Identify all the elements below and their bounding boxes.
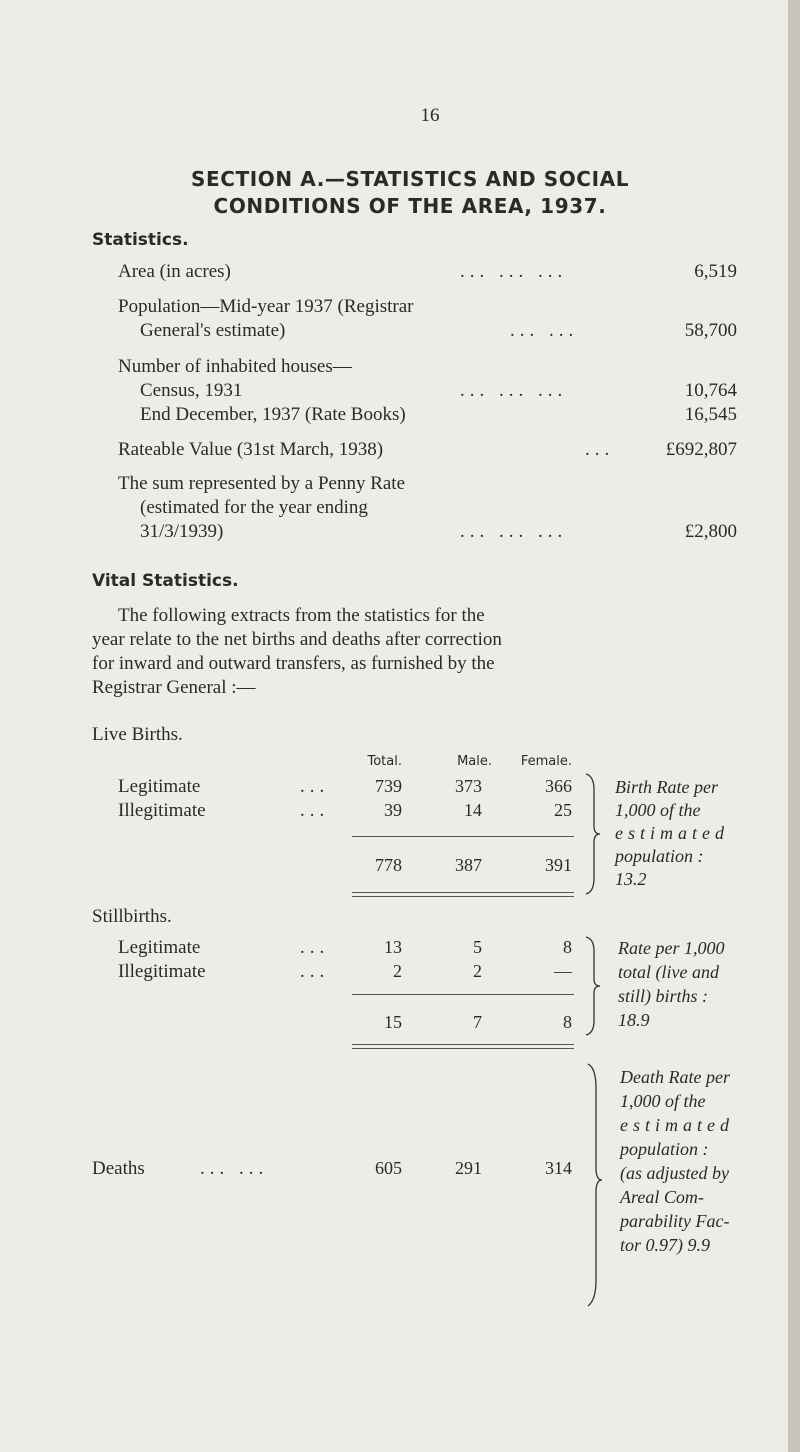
cell-male: 5: [473, 937, 482, 957]
cell-male: 387: [455, 855, 482, 875]
row-label: Illegitimate: [118, 800, 206, 821]
census-label: Census, 1931: [140, 380, 243, 401]
leader-dots: ... ... ...: [460, 261, 568, 282]
intro-line-4: Registrar General :—: [92, 677, 256, 698]
population-label-line-1: Population—Mid-year 1937 (Registrar: [118, 296, 414, 317]
area-value: 6,519: [694, 261, 737, 282]
total-rule: [352, 1044, 574, 1045]
row-label: Legitimate: [118, 937, 201, 958]
column-header-female: Female.: [520, 754, 572, 769]
intro-line-2: year relate to the net births and deaths after correction: [92, 629, 502, 650]
cell-female: 8: [563, 937, 572, 957]
population-value: 58,700: [684, 320, 737, 341]
death-rate-note-line-5: (as adjusted by: [620, 1163, 729, 1183]
leader-dots: ...: [585, 439, 615, 460]
cell-female: —: [554, 961, 572, 981]
death-rate-note-line-6: Areal Com-: [620, 1187, 704, 1207]
statistics-heading: Statistics.: [92, 230, 189, 250]
row-label: Illegitimate: [118, 961, 206, 982]
houses-label: Number of inhabited houses—: [118, 356, 352, 377]
subtotal-rule: [352, 836, 574, 837]
leader-dots: ...: [300, 776, 330, 797]
rateable-value-label: Rateable Value (31st March, 1938): [118, 439, 384, 460]
cell-female: 391: [545, 855, 572, 875]
leader-dots: ... ... ...: [460, 380, 568, 401]
right-brace: [582, 933, 602, 1039]
leader-dots: ...: [300, 961, 330, 982]
row-label: Legitimate: [118, 776, 201, 797]
intro-line-1: The following extracts from the statistics for the: [118, 605, 485, 626]
cell-female: 366: [545, 776, 572, 796]
right-brace: [582, 770, 602, 898]
rateable-value: £692,807: [665, 439, 737, 460]
deaths-label: Deaths: [92, 1158, 145, 1179]
cell-male: 2: [473, 961, 482, 981]
cell-female: 314: [545, 1158, 572, 1178]
leader-dots: ... ... ...: [460, 521, 568, 542]
cell-male: 7: [473, 1012, 482, 1032]
birth-rate-note-line-1: Birth Rate per: [615, 777, 718, 797]
live-births-heading: Live Births.: [92, 724, 183, 745]
right-brace: [584, 1060, 606, 1310]
census-value: 10,764: [684, 380, 737, 401]
total-rule: [352, 892, 574, 893]
cell-total: 739: [375, 776, 402, 796]
still-rate-value: 18.9: [618, 1010, 650, 1030]
population-label-line-2: General's estimate): [140, 320, 286, 341]
subtotal-rule: [352, 994, 574, 995]
death-rate-value: tor 0.97) 9.9: [620, 1235, 710, 1255]
cell-male: 373: [455, 776, 482, 796]
death-rate-note-line-3: estimated: [620, 1115, 734, 1135]
leader-dots: ...: [300, 800, 330, 821]
section-title-line-2: CONDITIONS OF THE AREA, 1937.: [213, 194, 607, 218]
column-header-total: Total.: [367, 754, 402, 769]
cell-total: 2: [393, 961, 402, 981]
area-label: Area (in acres): [118, 261, 231, 282]
cell-female: 25: [554, 800, 572, 820]
penny-rate-value: £2,800: [684, 521, 737, 542]
column-header-male: Male.: [457, 754, 492, 769]
total-rule: [352, 896, 574, 897]
penny-rate-label-line-2: (estimated for the year ending: [140, 497, 368, 518]
cell-total: 778: [375, 855, 402, 875]
section-title-line-1: SECTION A.—STATISTICS AND SOCIAL: [190, 167, 630, 191]
death-rate-note-line-7: parability Fac-: [620, 1211, 730, 1231]
birth-rate-value: 13.2: [615, 869, 647, 889]
cell-total: 605: [375, 1158, 402, 1178]
still-rate-note-line-2: total (live and: [618, 962, 719, 982]
total-rule: [352, 1048, 574, 1049]
still-rate-note-line-1: Rate per 1,000: [618, 938, 725, 958]
death-rate-note-line-2: 1,000 of the: [620, 1091, 706, 1111]
cell-total: 13: [384, 937, 402, 957]
birth-rate-note-line-4: population :: [615, 846, 704, 866]
end-december-label: End December, 1937 (Rate Books): [140, 404, 406, 425]
cell-female: 8: [563, 1012, 572, 1032]
cell-male: 291: [455, 1158, 482, 1178]
end-december-value: 16,545: [684, 404, 737, 425]
leader-dots: ...: [300, 937, 330, 958]
stillbirths-heading: Stillbirths.: [92, 906, 172, 927]
birth-rate-note-line-2: 1,000 of the: [615, 800, 701, 820]
leader-dots: ... ...: [200, 1158, 269, 1179]
cell-total: 15: [384, 1012, 402, 1032]
penny-rate-label-line-1: The sum represented by a Penny Rate: [118, 473, 406, 494]
leader-dots: ... ...: [510, 320, 579, 341]
death-rate-note-line-4: population :: [620, 1139, 709, 1159]
cell-male: 14: [464, 800, 482, 820]
penny-rate-label-line-3: 31/3/1939): [140, 521, 224, 542]
cell-total: 39: [384, 800, 402, 820]
birth-rate-note-line-3: estimated: [615, 823, 729, 843]
still-rate-note-line-3: still) births :: [618, 986, 709, 1006]
vital-statistics-heading: Vital Statistics.: [92, 571, 239, 591]
intro-line-3: for inward and outward transfers, as furnished by the: [92, 653, 495, 674]
page-number: 16: [420, 105, 440, 126]
death-rate-note-line-1: Death Rate per: [620, 1067, 730, 1087]
